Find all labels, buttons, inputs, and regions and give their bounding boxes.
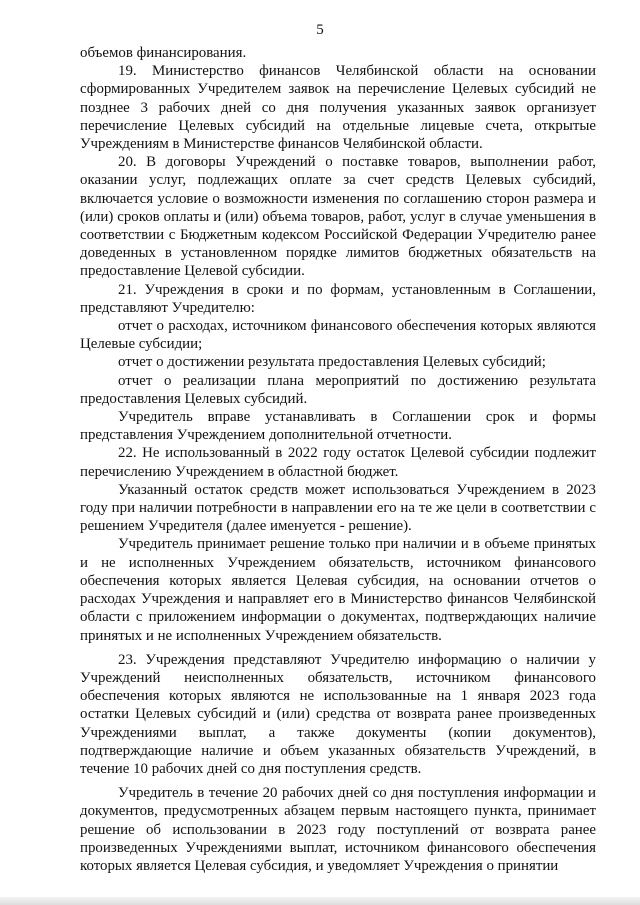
paragraph-item-20: 20. В договоры Учреждений о поставке товаров, выполнении работ, оказании услуг, подлежащих оплате за счет средств Целевых субсидий, включается условие о возможности изменения по соглашению сторон размера и (или) сроков оплаты и (или) объема товаров, работ, услуг в случае уменьшения в соответствии с Бюджетным кодексом Российской Федерации Учредителю ранее доведенных в установленном порядке лимитов бюджетных обязательств на предоставление Целевой субсидии. [80, 154, 596, 280]
paragraph-item-21: 21. Учреждения в сроки и по формам, установленным в Соглашении, представляют Учредителю: [80, 281, 596, 316]
paragraph-decision: Учредитель принимает решение только при наличии и в объеме принятых и не исполненных Учреждением обязательств, источником финансового обеспечения которых является Целевая субсидия, на основании отчетов о расходах Учреждения и направляет его в Министерство финансов Челябинской области с приложением информации о документах, подтверждающих наличие принятых и не исполненных Учреждением обязательств. [80, 536, 596, 644]
paragraph-item-23: 23. Учреждения представляют Учредителю информацию о наличии у Учреждений неисполненных обязательств, источником финансового обеспечения которых являются не использованные на 1 января 2023 года остатки Целевых субсидий и (или) средства от возврата ранее произведенных Учреждениями выплат, а также документы (копии документов), подтверждающие наличие и объем указанных обязательств Учреждений, в течение 10 рабочих дней со дня поступления средств. [80, 651, 596, 777]
paragraph-report-expenses: отчет о расходах, источником финансового обеспечения которых являются Целевые субсидии; [80, 318, 596, 353]
paragraph-report-plan: отчет о реализации плана мероприятий по достижению результата предоставления Целевых субсидий. [80, 372, 596, 407]
page-number: 5 [316, 22, 324, 38]
paragraph-item-19: 19. Министерство финансов Челябинской области на основании сформированных Учредителем заявок на перечисление Целевых субсидий не позднее 3 рабочих дней со дня получения указанных заявок организует перечисление Целевых субсидий на отдельные лицевые счета, открытые Учреждениям в Министерстве финансов Челябинской области. [80, 63, 596, 153]
paragraph-founder-decision: Учредитель в течение 20 рабочих дней со дня поступления информации и документов, предусмотренных абзацем первым настоящего пункта, принимает решение об использовании в 2023 году поступлений от возврата ранее произведенных Учреждениями выплат, источником финансового обеспечения которых является Целевая субсидия, и уведомляет Учреждения о принятии [80, 785, 596, 874]
page-bottom-edge [0, 897, 640, 905]
paragraph-remainder-usage: Указанный остаток средств может использоваться Учреждением в 2023 году при наличии потребности в направлении его на те же цели в соответствии с решением Учредителя (далее именуется - решение). [80, 481, 596, 535]
paragraph-item-22: 22. Не использованный в 2022 году остаток Целевой субсидии подлежит перечислению Учреждением в областной бюджет. [80, 445, 596, 480]
paragraph-report-result: отчет о достижении результата предоставления Целевых субсидий; [118, 354, 546, 371]
document-body [80, 44, 596, 875]
paragraph-additional-reporting: Учредитель вправе устанавливать в Соглашении срок и формы представления Учреждением дополнительной отчетности. [80, 409, 596, 444]
paragraph-continuation: объемов финансирования. [80, 45, 247, 61]
